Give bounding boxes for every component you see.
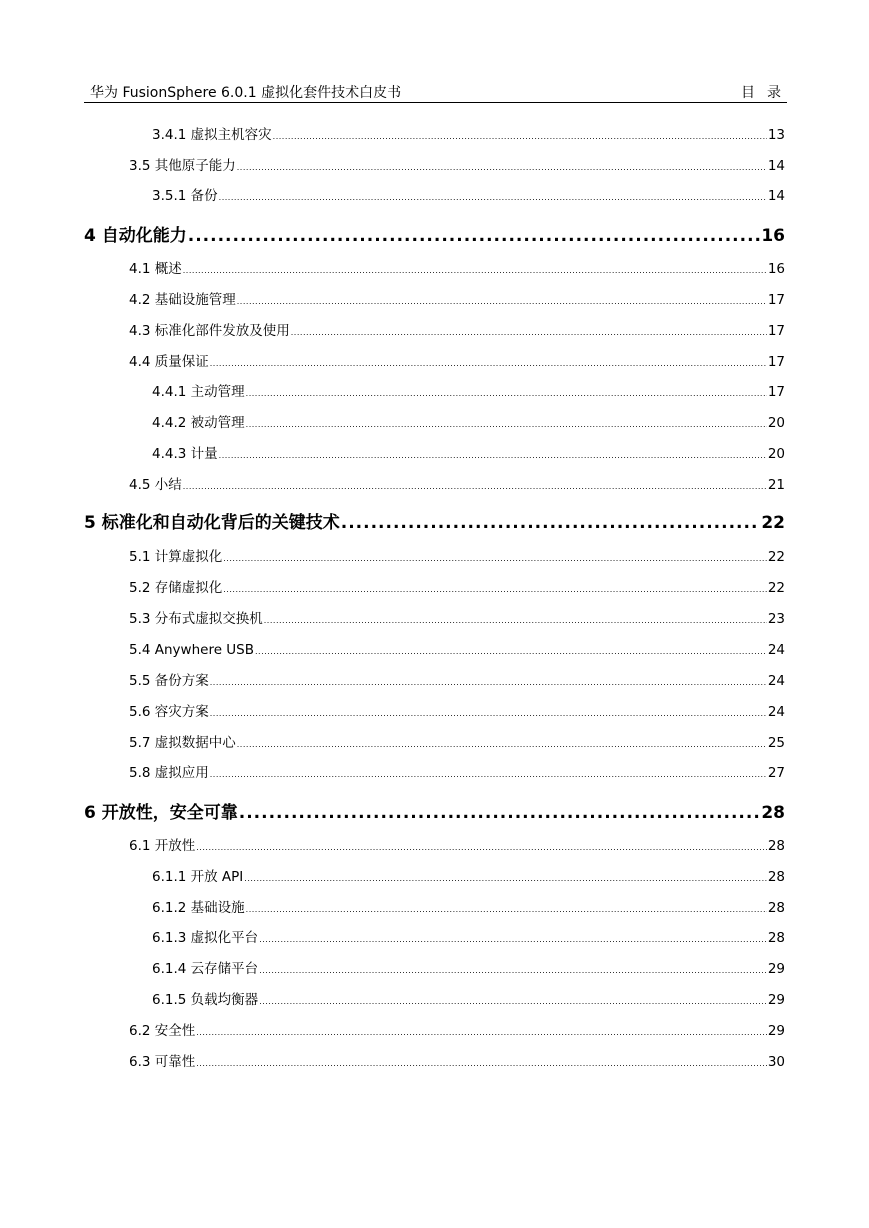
toc-entry-label: 4.1 概述 <box>129 261 182 277</box>
dot-leader <box>183 483 767 491</box>
toc-entry-label: 4.4.1 主动管理 <box>152 384 245 400</box>
toc-entry-label: 4.4 质量保证 <box>129 354 209 370</box>
toc-entry[interactable] <box>152 129 785 143</box>
toc-entry-page-number: 24 <box>767 704 785 720</box>
dot-leader <box>246 906 767 914</box>
dot-leader <box>259 967 767 975</box>
dot-leader <box>246 390 767 398</box>
toc-entry[interactable] <box>129 1025 785 1039</box>
toc-entry-page-number: 17 <box>767 323 785 339</box>
toc-entry[interactable] <box>129 551 785 565</box>
dot-leader <box>291 329 767 337</box>
toc-entry-page-number: 30 <box>767 1054 785 1070</box>
toc-entry[interactable] <box>152 963 785 977</box>
toc-entry[interactable] <box>152 871 785 885</box>
section-name: 目录 <box>741 85 793 101</box>
toc-entry-label: 5.4 Anywhere USB <box>129 642 255 658</box>
dot-leader <box>210 679 767 687</box>
dot-leader <box>244 875 767 883</box>
toc-entry-page-number: 16 <box>767 261 785 277</box>
dot-leader <box>237 741 767 749</box>
toc-entry-label: 3.5.1 备份 <box>152 188 218 204</box>
toc-entry-label: 6.1.3 虚拟化平台 <box>152 930 259 946</box>
toc-entry[interactable] <box>129 767 785 781</box>
toc-entry[interactable] <box>129 644 785 658</box>
toc-entry-page-number: 17 <box>767 384 785 400</box>
toc-entry[interactable] <box>152 932 785 946</box>
toc-entry-page-number: 20 <box>767 415 785 431</box>
toc-entry[interactable] <box>152 448 785 462</box>
dot-leader <box>255 648 767 656</box>
toc-entry-page-number: 20 <box>767 446 785 462</box>
dot-leader <box>239 805 761 822</box>
dot-leader <box>210 710 767 718</box>
toc-entry[interactable] <box>84 515 785 532</box>
toc-entry-page-number: 13 <box>767 127 785 143</box>
dot-leader <box>246 421 767 429</box>
toc-entry[interactable] <box>129 263 785 277</box>
toc-entry[interactable] <box>129 325 785 339</box>
toc-entry[interactable] <box>129 675 785 689</box>
toc-entry-label: 5.1 计算虚拟化 <box>129 549 223 565</box>
toc-entry[interactable] <box>129 1056 785 1070</box>
toc-entry[interactable] <box>152 190 785 204</box>
toc-entry-label: 6.1 开放性 <box>129 838 196 854</box>
toc-entry-page-number: 28 <box>761 803 785 823</box>
toc-entry-label: 5 标准化和自动化背后的关键技术 <box>84 513 340 533</box>
dot-leader <box>341 515 761 532</box>
toc-entry[interactable] <box>129 706 785 720</box>
toc-entry-label: 6.2 安全性 <box>129 1023 196 1039</box>
dot-leader <box>196 844 767 852</box>
toc-entry[interactable] <box>152 994 785 1008</box>
toc-entry-label: 6.1.1 开放 API <box>152 869 244 885</box>
toc-entry-page-number: 22 <box>767 580 785 596</box>
toc-entry-page-number: 28 <box>767 900 785 916</box>
toc-entry-page-number: 28 <box>767 930 785 946</box>
toc-entry-label: 6.1.2 基础设施 <box>152 900 245 916</box>
toc-entry-label: 4.4.2 被动管理 <box>152 415 245 431</box>
toc-entry-label: 5.3 分布式虚拟交换机 <box>129 611 263 627</box>
toc-entry-page-number: 24 <box>767 673 785 689</box>
toc-entry-label: 6.1.4 云存储平台 <box>152 961 259 977</box>
toc-entry-page-number: 25 <box>767 735 785 751</box>
toc-entry[interactable] <box>129 582 785 596</box>
dot-leader <box>196 1060 767 1068</box>
toc-entry-page-number: 29 <box>767 992 785 1008</box>
toc-entry-label: 6 开放性，安全可靠 <box>84 803 238 823</box>
toc-entry-label: 4.2 基础设施管理 <box>129 292 236 308</box>
toc-entry[interactable] <box>152 386 785 400</box>
dot-leader <box>223 586 767 594</box>
dot-leader <box>264 617 767 625</box>
dot-leader <box>196 1029 767 1037</box>
toc-entry-page-number: 14 <box>767 158 785 174</box>
toc-entry-label: 6.1.5 负载均衡器 <box>152 992 259 1008</box>
toc-entry-label: 5.2 存储虚拟化 <box>129 580 223 596</box>
toc-entry[interactable] <box>152 902 785 916</box>
toc-entry-label: 4.5 小结 <box>129 477 182 493</box>
dot-leader <box>183 267 767 275</box>
toc-entry[interactable] <box>129 160 785 174</box>
toc-entry[interactable] <box>129 356 785 370</box>
toc-entry-page-number: 17 <box>767 354 785 370</box>
dot-leader <box>237 298 767 306</box>
toc-entry-page-number: 23 <box>767 611 785 627</box>
toc-entry[interactable] <box>129 737 785 751</box>
toc-entry-label: 5.8 虚拟应用 <box>129 765 209 781</box>
dot-leader <box>259 998 767 1006</box>
toc-entry-page-number: 17 <box>767 292 785 308</box>
toc-entry-page-number: 22 <box>767 549 785 565</box>
dot-leader <box>210 771 767 779</box>
dot-leader <box>273 133 767 141</box>
toc-entry-label: 5.5 备份方案 <box>129 673 209 689</box>
toc-entry-page-number: 28 <box>767 869 785 885</box>
toc-entry-label: 5.6 容灾方案 <box>129 704 209 720</box>
toc-entry-page-number: 14 <box>767 188 785 204</box>
dot-leader <box>259 936 767 944</box>
toc-entry[interactable] <box>84 228 785 245</box>
dot-leader <box>188 228 761 245</box>
toc-entry-page-number: 16 <box>761 226 785 246</box>
dot-leader <box>237 164 767 172</box>
toc-entry-label: 4.4.3 计量 <box>152 446 218 462</box>
dot-leader <box>219 194 767 202</box>
toc-entry-page-number: 27 <box>767 765 785 781</box>
toc-entry-page-number: 24 <box>767 642 785 658</box>
toc-entry-label: 4.3 标准化部件发放及使用 <box>129 323 290 339</box>
toc-entry-label: 5.7 虚拟数据中心 <box>129 735 236 751</box>
dot-leader <box>210 360 767 368</box>
toc-entry-page-number: 28 <box>767 838 785 854</box>
dot-leader <box>223 555 767 563</box>
toc-entry-label: 4 自动化能力 <box>84 226 187 246</box>
toc-entry[interactable] <box>152 417 785 431</box>
dot-leader <box>219 452 767 460</box>
toc-entry[interactable] <box>129 840 785 854</box>
toc-entry-page-number: 21 <box>767 477 785 493</box>
toc-entry-page-number: 22 <box>761 513 785 533</box>
toc-entry[interactable] <box>84 805 785 822</box>
toc-entry-page-number: 29 <box>767 1023 785 1039</box>
toc-entry[interactable] <box>129 479 785 493</box>
toc-entry-label: 3.4.1 虚拟主机容灾 <box>152 127 272 143</box>
toc-entry-label: 6.3 可靠性 <box>129 1054 196 1070</box>
document-title: 华为 FusionSphere 6.0.1 虚拟化套件技术白皮书 <box>90 85 402 101</box>
toc-entry-page-number: 29 <box>767 961 785 977</box>
toc-entry-label: 3.5 其他原子能力 <box>129 158 236 174</box>
toc-entry[interactable] <box>129 294 785 308</box>
page-header <box>84 80 793 103</box>
toc-entry[interactable] <box>129 613 785 627</box>
